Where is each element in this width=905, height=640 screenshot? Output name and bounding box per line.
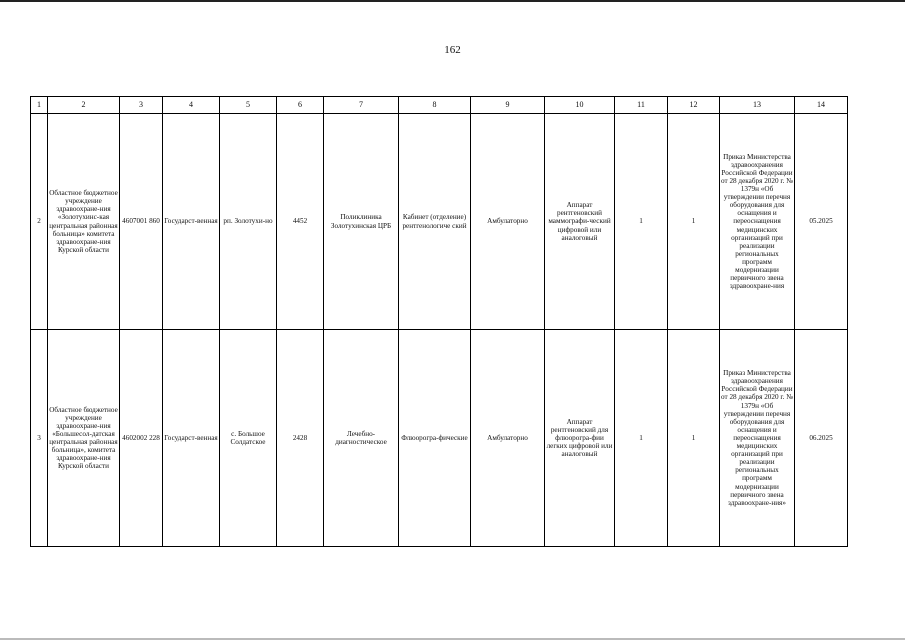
row-number-cell: 3 [31,330,48,547]
organization-cell: Областное бюджетное учреждение здравоохране-ния «Золотухинс-кая центральная районная больница» комитета здравоохране-ния Курской области [48,114,120,330]
quantity-cell: 1 [668,330,720,547]
column-number: 3 [120,97,163,114]
equipment-cell: Аппарат рентгеновский маммографи-ческий цифровой или аналоговый [545,114,615,330]
column-number: 12 [668,97,720,114]
column-number: 7 [324,97,399,114]
page-number: 162 [444,44,461,56]
column-number: 9 [471,97,545,114]
department-cell: Кабинет (отделение) рентгенологиче ский [399,114,471,330]
column-number: 2 [48,97,120,114]
population-cell: 2428 [277,330,324,547]
care-type-cell: Амбулаторно [471,330,545,547]
row-number-cell: 2 [31,114,48,330]
quantity-cell: 1 [668,114,720,330]
regulation-cell: Приказ Министерства здравоохранения Российской Федерации от 28 декабря 2020 г. № 1379н «Об утверждении перечня оборудования для оснащения и переоснащения медицинских организаций при реализации региональных программ модернизации первичного звена здравоохране-ния» [720,330,795,547]
code-cell: 4607001 860 [120,114,163,330]
equipment-table [30,96,848,547]
quantity-cell: 1 [615,330,668,547]
scan-top-edge [0,0,905,2]
column-number: 13 [720,97,795,114]
table-row [31,114,848,330]
locality-cell: с. Большое Солдатское [220,330,277,547]
ownership-cell: Государст-венная [163,330,220,547]
column-number-row [31,97,848,114]
column-number: 10 [545,97,615,114]
ownership-cell: Государст-венная [163,114,220,330]
equipment-cell: Аппарат рентгеновский для флюорогра-фии легких цифровой или аналоговый [545,330,615,547]
date-cell: 06.2025 [795,330,848,547]
unit-cell: Лечебно-диагностическое [324,330,399,547]
column-number: 1 [31,97,48,114]
department-cell: Флюорогра-фические [399,330,471,547]
column-number: 11 [615,97,668,114]
column-number: 5 [220,97,277,114]
column-number: 4 [163,97,220,114]
column-number: 8 [399,97,471,114]
table-row [31,330,848,547]
unit-cell: Поликлиника Золотухинская ЦРБ [324,114,399,330]
code-cell: 4602002 228 [120,330,163,547]
column-number: 6 [277,97,324,114]
population-cell: 4452 [277,114,324,330]
locality-cell: рп. Золотухи-но [220,114,277,330]
date-cell: 05.2025 [795,114,848,330]
column-number: 14 [795,97,848,114]
regulation-cell: Приказ Министерства здравоохранения Российской Федерации от 28 декабря 2020 г. № 1379н «Об утверждении перечня оборудования для оснащения и переоснащения медицинских организаций при реализации региональных программ модернизации первичного звена здравоохране-ния [720,114,795,330]
care-type-cell: Амбулаторно [471,114,545,330]
organization-cell: Областное бюджетное учреждение здравоохране-ния «Большесол-датская центральная районная больница», комитета здравоохране-ния Курской области [48,330,120,547]
quantity-cell: 1 [615,114,668,330]
